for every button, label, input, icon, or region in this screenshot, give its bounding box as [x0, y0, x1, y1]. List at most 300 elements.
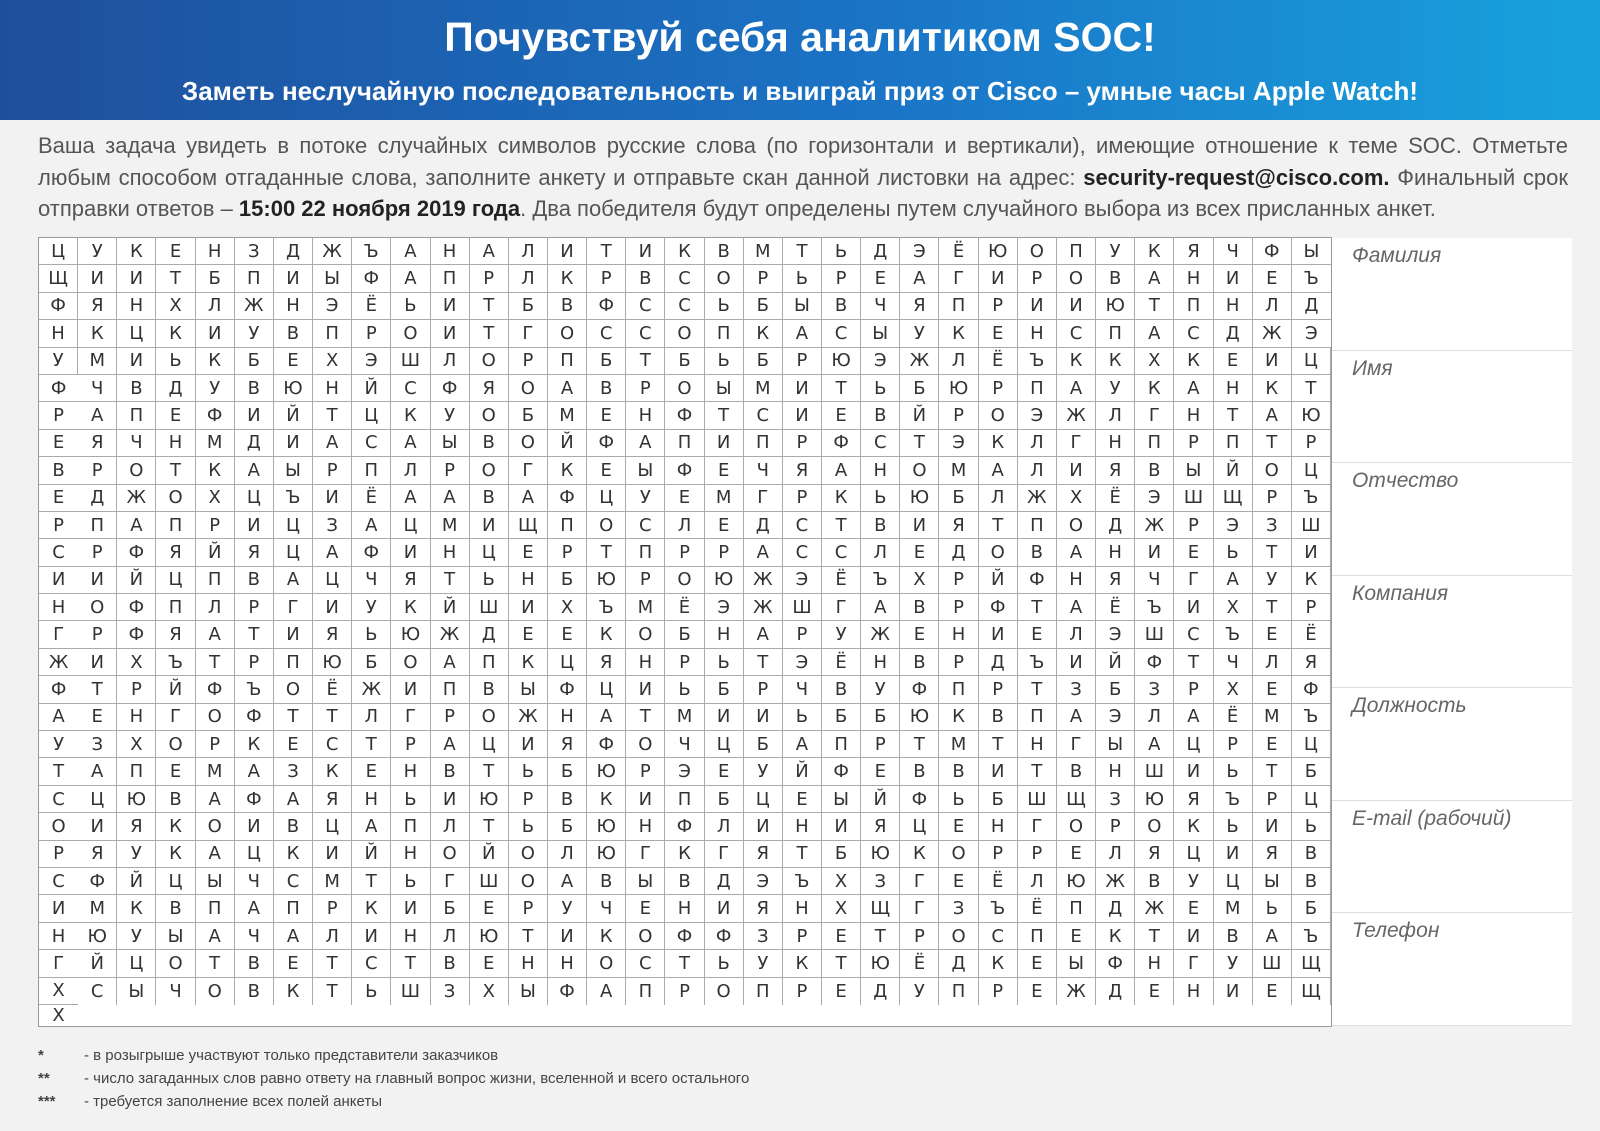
grid-cell[interactable]: Ъ — [1292, 704, 1331, 731]
grid-cell[interactable]: А — [1057, 704, 1096, 731]
grid-cell[interactable]: У — [1096, 375, 1135, 402]
grid-cell[interactable]: Ф — [587, 293, 626, 320]
grid-cell[interactable]: Ф — [900, 676, 939, 703]
grid-cell[interactable]: С — [1174, 621, 1213, 648]
grid-cell[interactable]: Ю — [78, 923, 117, 950]
grid-cell[interactable]: Л — [939, 348, 978, 375]
grid-cell[interactable]: Ъ — [979, 895, 1018, 922]
grid-cell[interactable]: Е — [822, 923, 861, 950]
grid-cell[interactable]: К — [665, 238, 704, 265]
grid-cell[interactable]: Р — [431, 704, 470, 731]
grid-cell[interactable]: А — [352, 813, 391, 840]
grid-cell[interactable]: Ы — [822, 786, 861, 813]
grid-cell[interactable]: В — [1135, 457, 1174, 484]
grid-cell[interactable]: Щ — [1214, 485, 1253, 512]
grid-cell[interactable]: Й — [783, 758, 822, 785]
grid-cell[interactable]: В — [1096, 265, 1135, 292]
grid-cell[interactable]: Ж — [1135, 512, 1174, 539]
grid-cell[interactable]: И — [626, 676, 665, 703]
grid-cell[interactable]: Ц — [352, 402, 391, 429]
grid-cell[interactable]: Л — [431, 348, 470, 375]
grid-cell[interactable]: Б — [705, 676, 744, 703]
grid-cell[interactable]: С — [822, 539, 861, 566]
grid-cell[interactable]: Е — [1253, 621, 1292, 648]
grid-cell[interactable]: Й — [431, 594, 470, 621]
grid-cell[interactable]: М — [939, 457, 978, 484]
grid-cell[interactable]: Е — [979, 320, 1018, 347]
grid-cell[interactable]: Я — [1253, 841, 1292, 868]
grid-cell[interactable]: Ч — [1214, 649, 1253, 676]
grid-cell[interactable]: Ъ — [274, 485, 313, 512]
grid-cell[interactable]: Ж — [1135, 895, 1174, 922]
grid-cell[interactable]: И — [1018, 293, 1057, 320]
grid-cell[interactable]: С — [1174, 320, 1213, 347]
grid-cell[interactable]: Р — [509, 348, 548, 375]
grid-cell[interactable]: Н — [626, 813, 665, 840]
grid-cell[interactable]: Е — [1214, 348, 1253, 375]
grid-cell[interactable]: И — [1057, 649, 1096, 676]
grid-cell[interactable]: К — [196, 457, 235, 484]
grid-cell[interactable]: Х — [1214, 594, 1253, 621]
grid-cell[interactable]: Т — [744, 649, 783, 676]
grid-cell[interactable]: Л — [1135, 704, 1174, 731]
grid-cell[interactable]: В — [117, 375, 156, 402]
grid-cell[interactable]: В — [548, 786, 587, 813]
grid-cell[interactable]: Т — [822, 512, 861, 539]
grid-cell[interactable]: К — [939, 320, 978, 347]
grid-cell[interactable]: А — [1135, 265, 1174, 292]
grid-cell[interactable]: Й — [548, 430, 587, 457]
grid-cell[interactable]: Р — [313, 895, 352, 922]
grid-cell[interactable]: Ж — [509, 704, 548, 731]
grid-cell[interactable]: Т — [900, 430, 939, 457]
grid-cell[interactable]: У — [626, 485, 665, 512]
grid-cell[interactable]: О — [1253, 457, 1292, 484]
grid-cell[interactable]: К — [548, 265, 587, 292]
grid-cell[interactable]: Я — [1096, 457, 1135, 484]
grid-cell[interactable]: А — [274, 567, 313, 594]
grid-cell[interactable]: Т — [1253, 430, 1292, 457]
grid-cell[interactable]: Е — [587, 402, 626, 429]
grid-cell[interactable]: М — [313, 868, 352, 895]
grid-cell[interactable]: О — [156, 485, 195, 512]
grid-cell[interactable]: О — [274, 676, 313, 703]
grid-cell[interactable]: Р — [744, 265, 783, 292]
grid-cell[interactable]: Ъ — [1135, 594, 1174, 621]
grid-cell[interactable]: Р — [431, 457, 470, 484]
grid-cell[interactable]: Н — [431, 539, 470, 566]
grid-cell[interactable]: Э — [1292, 320, 1331, 347]
grid-cell[interactable]: К — [391, 402, 430, 429]
grid-cell[interactable]: И — [391, 676, 430, 703]
grid-cell[interactable]: Я — [900, 293, 939, 320]
grid-cell[interactable]: Л — [1018, 868, 1057, 895]
grid-cell[interactable]: В — [470, 430, 509, 457]
grid-cell[interactable]: Е — [352, 758, 391, 785]
grid-cell[interactable]: П — [431, 265, 470, 292]
grid-cell[interactable]: И — [1174, 594, 1213, 621]
grid-cell[interactable]: Ь — [509, 813, 548, 840]
grid-cell[interactable]: У — [39, 731, 78, 758]
grid-cell[interactable]: Т — [313, 950, 352, 977]
grid-cell[interactable]: Й — [352, 841, 391, 868]
grid-cell[interactable]: И — [78, 813, 117, 840]
grid-cell[interactable]: Ч — [587, 895, 626, 922]
grid-cell[interactable]: Л — [1018, 457, 1057, 484]
grid-cell[interactable]: К — [156, 320, 195, 347]
grid-cell[interactable]: К — [979, 430, 1018, 457]
grid-cell[interactable]: Ю — [705, 567, 744, 594]
grid-cell[interactable]: Р — [78, 621, 117, 648]
grid-cell[interactable]: Д — [1096, 512, 1135, 539]
grid-cell[interactable]: Ы — [117, 978, 156, 1005]
grid-cell[interactable]: А — [587, 978, 626, 1005]
grid-cell[interactable]: Д — [1096, 895, 1135, 922]
grid-cell[interactable]: А — [900, 265, 939, 292]
grid-cell[interactable]: В — [705, 238, 744, 265]
grid-cell[interactable]: М — [665, 704, 704, 731]
grid-cell[interactable]: Ф — [548, 978, 587, 1005]
grid-cell[interactable]: Ю — [861, 950, 900, 977]
grid-cell[interactable]: Ш — [470, 868, 509, 895]
grid-cell[interactable]: И — [548, 923, 587, 950]
grid-cell[interactable]: Х — [52, 1004, 65, 1026]
grid-cell[interactable]: Б — [979, 786, 1018, 813]
grid-cell[interactable]: К — [979, 950, 1018, 977]
grid-cell[interactable]: Ц — [313, 813, 352, 840]
grid-cell[interactable]: Й — [1214, 457, 1253, 484]
grid-cell[interactable]: Т — [665, 950, 704, 977]
grid-cell[interactable]: Ъ — [783, 868, 822, 895]
grid-cell[interactable]: И — [744, 704, 783, 731]
grid-cell[interactable]: Х — [900, 567, 939, 594]
grid-cell[interactable]: Ц — [156, 567, 195, 594]
grid-cell[interactable]: Ё — [352, 293, 391, 320]
grid-cell[interactable]: Д — [1214, 320, 1253, 347]
grid-cell[interactable]: Ф — [665, 457, 704, 484]
grid-cell[interactable]: Ц — [470, 539, 509, 566]
grid-cell[interactable]: Ч — [665, 731, 704, 758]
grid-cell[interactable]: Т — [1292, 375, 1331, 402]
grid-cell[interactable]: Ы — [274, 457, 313, 484]
grid-cell[interactable]: Ф — [587, 731, 626, 758]
grid-cell[interactable]: П — [548, 348, 587, 375]
grid-cell[interactable]: Т — [235, 621, 274, 648]
grid-cell[interactable]: Т — [822, 375, 861, 402]
grid-cell[interactable]: А — [861, 594, 900, 621]
grid-cell[interactable]: Р — [783, 348, 822, 375]
grid-cell[interactable]: С — [313, 731, 352, 758]
grid-cell[interactable]: Й — [861, 786, 900, 813]
grid-cell[interactable]: У — [431, 402, 470, 429]
grid-cell[interactable]: С — [665, 265, 704, 292]
grid-cell[interactable]: Ч — [1135, 567, 1174, 594]
grid-cell[interactable]: Ю — [900, 704, 939, 731]
grid-cell[interactable]: Р — [626, 375, 665, 402]
grid-cell[interactable]: Ф — [39, 375, 78, 402]
grid-cell[interactable]: Н — [1174, 402, 1213, 429]
grid-cell[interactable]: Д — [156, 375, 195, 402]
grid-cell[interactable]: И — [39, 895, 78, 922]
grid-cell[interactable]: Ъ — [352, 238, 391, 265]
grid-cell[interactable]: К — [900, 841, 939, 868]
grid-cell[interactable]: К — [1253, 375, 1292, 402]
grid-cell[interactable]: Т — [431, 567, 470, 594]
grid-cell[interactable]: Р — [1018, 841, 1057, 868]
grid-cell[interactable]: С — [352, 950, 391, 977]
grid-cell[interactable]: У — [117, 841, 156, 868]
grid-cell[interactable]: Н — [509, 950, 548, 977]
grid-cell[interactable]: И — [117, 265, 156, 292]
grid-cell[interactable]: П — [313, 320, 352, 347]
grid-cell[interactable]: У — [352, 594, 391, 621]
form-field[interactable] — [1332, 913, 1572, 1026]
grid-cell[interactable]: Ь — [1214, 758, 1253, 785]
grid-cell[interactable]: Р — [939, 649, 978, 676]
grid-cell[interactable]: Н — [431, 238, 470, 265]
grid-cell[interactable]: Ч — [744, 457, 783, 484]
grid-cell[interactable]: З — [1135, 676, 1174, 703]
grid-cell[interactable]: Б — [939, 485, 978, 512]
grid-cell[interactable]: А — [1214, 567, 1253, 594]
grid-cell[interactable]: О — [156, 950, 195, 977]
grid-cell[interactable]: Е — [470, 895, 509, 922]
grid-cell[interactable]: Ь — [509, 758, 548, 785]
grid-cell[interactable]: Ф — [117, 594, 156, 621]
grid-cell[interactable]: Л — [431, 923, 470, 950]
grid-cell[interactable]: Ш — [391, 348, 430, 375]
grid-cell[interactable]: Т — [313, 402, 352, 429]
grid-cell[interactable]: К — [1292, 567, 1331, 594]
grid-cell[interactable]: Л — [1253, 293, 1292, 320]
grid-cell[interactable]: И — [196, 320, 235, 347]
grid-cell[interactable]: В — [822, 676, 861, 703]
grid-cell[interactable]: Ъ — [1292, 265, 1331, 292]
grid-cell[interactable]: С — [665, 293, 704, 320]
grid-cell[interactable]: А — [626, 430, 665, 457]
grid-cell[interactable]: Ю — [1057, 868, 1096, 895]
grid-cell[interactable]: Х — [156, 293, 195, 320]
grid-cell[interactable]: Я — [78, 430, 117, 457]
grid-cell[interactable]: Т — [470, 320, 509, 347]
grid-cell[interactable]: Н — [117, 704, 156, 731]
grid-cell[interactable]: Е — [1018, 978, 1057, 1005]
grid-cell[interactable]: Н — [391, 841, 430, 868]
grid-cell[interactable]: Щ — [1057, 786, 1096, 813]
grid-cell[interactable]: Э — [1096, 704, 1135, 731]
grid-cell[interactable]: Ф — [235, 704, 274, 731]
grid-cell[interactable]: И — [1292, 539, 1331, 566]
grid-cell[interactable]: Т — [1214, 402, 1253, 429]
grid-cell[interactable]: Б — [587, 348, 626, 375]
grid-cell[interactable]: К — [1174, 348, 1213, 375]
grid-cell[interactable]: О — [548, 320, 587, 347]
grid-cell[interactable]: Б — [431, 895, 470, 922]
grid-cell[interactable]: Ъ — [1214, 621, 1253, 648]
grid-cell[interactable]: Р — [744, 676, 783, 703]
grid-cell[interactable]: Т — [1135, 293, 1174, 320]
grid-cell[interactable]: Ж — [861, 621, 900, 648]
grid-cell[interactable]: Е — [705, 512, 744, 539]
grid-cell[interactable]: В — [861, 512, 900, 539]
grid-cell[interactable]: П — [391, 813, 430, 840]
grid-cell[interactable]: К — [822, 485, 861, 512]
grid-cell[interactable]: Е — [665, 485, 704, 512]
grid-cell[interactable]: Э — [1214, 512, 1253, 539]
grid-cell[interactable]: Ф — [548, 676, 587, 703]
grid-cell[interactable]: Р — [196, 731, 235, 758]
grid-cell[interactable]: В — [548, 293, 587, 320]
grid-cell[interactable]: В — [1135, 868, 1174, 895]
grid-cell[interactable]: Ж — [744, 594, 783, 621]
grid-cell[interactable]: И — [235, 813, 274, 840]
grid-cell[interactable]: Ф — [352, 265, 391, 292]
grid-cell[interactable]: П — [1096, 320, 1135, 347]
grid-cell[interactable]: И — [431, 786, 470, 813]
grid-cell[interactable]: Ч — [1214, 238, 1253, 265]
grid-cell[interactable]: П — [117, 402, 156, 429]
grid-cell[interactable]: И — [313, 594, 352, 621]
grid-cell[interactable]: С — [587, 320, 626, 347]
grid-cell[interactable]: Э — [1096, 621, 1135, 648]
grid-cell[interactable]: У — [1096, 238, 1135, 265]
grid-cell[interactable]: Х — [822, 895, 861, 922]
grid-cell[interactable]: Н — [626, 402, 665, 429]
grid-cell[interactable]: П — [705, 320, 744, 347]
grid-cell[interactable]: Н — [861, 649, 900, 676]
grid-cell[interactable]: О — [1135, 813, 1174, 840]
grid-cell[interactable]: Т — [274, 704, 313, 731]
grid-cell[interactable]: М — [626, 594, 665, 621]
grid-cell[interactable]: Э — [939, 430, 978, 457]
grid-cell[interactable]: И — [274, 430, 313, 457]
grid-cell[interactable]: И — [1214, 841, 1253, 868]
grid-cell[interactable]: Л — [861, 539, 900, 566]
grid-cell[interactable]: К — [509, 649, 548, 676]
grid-cell[interactable]: Д — [470, 621, 509, 648]
grid-cell[interactable]: Б — [744, 348, 783, 375]
grid-cell[interactable]: Р — [313, 457, 352, 484]
grid-cell[interactable]: Д — [78, 485, 117, 512]
grid-cell[interactable]: Т — [1135, 923, 1174, 950]
grid-cell[interactable]: Й — [156, 676, 195, 703]
grid-cell[interactable]: Г — [39, 621, 78, 648]
grid-cell[interactable]: О — [587, 512, 626, 539]
grid-cell[interactable]: Е — [509, 539, 548, 566]
grid-cell[interactable]: Й — [470, 841, 509, 868]
grid-cell[interactable]: Ы — [1253, 868, 1292, 895]
grid-cell[interactable]: С — [39, 539, 78, 566]
grid-cell[interactable]: Л — [705, 813, 744, 840]
grid-cell[interactable]: А — [979, 457, 1018, 484]
grid-cell[interactable]: Ж — [1057, 978, 1096, 1005]
grid-cell[interactable]: Ю — [822, 348, 861, 375]
grid-cell[interactable]: Н — [939, 621, 978, 648]
grid-cell[interactable]: Я — [1135, 841, 1174, 868]
grid-cell[interactable]: О — [39, 813, 78, 840]
grid-cell[interactable]: В — [39, 457, 78, 484]
grid-cell[interactable]: В — [626, 265, 665, 292]
grid-cell[interactable]: А — [391, 485, 430, 512]
grid-cell[interactable]: Ю — [979, 238, 1018, 265]
grid-cell[interactable]: Ж — [744, 567, 783, 594]
grid-cell[interactable]: Ъ — [861, 567, 900, 594]
grid-cell[interactable]: П — [1018, 375, 1057, 402]
grid-cell[interactable]: З — [313, 512, 352, 539]
grid-cell[interactable]: Р — [979, 375, 1018, 402]
grid-cell[interactable]: Ф — [822, 758, 861, 785]
grid-cell[interactable]: Т — [1253, 594, 1292, 621]
grid-cell[interactable]: И — [274, 265, 313, 292]
grid-cell[interactable]: Р — [196, 512, 235, 539]
grid-cell[interactable]: С — [783, 539, 822, 566]
grid-cell[interactable]: Р — [509, 786, 548, 813]
grid-cell[interactable]: К — [1096, 923, 1135, 950]
grid-cell[interactable]: Я — [939, 512, 978, 539]
grid-cell[interactable]: Д — [939, 539, 978, 566]
grid-cell[interactable]: С — [391, 375, 430, 402]
grid-cell[interactable]: Н — [665, 895, 704, 922]
grid-cell[interactable]: Ё — [665, 594, 704, 621]
grid-cell[interactable]: Ю — [1292, 402, 1331, 429]
grid-cell[interactable]: Б — [705, 786, 744, 813]
grid-cell[interactable]: Б — [548, 567, 587, 594]
grid-cell[interactable]: З — [939, 895, 978, 922]
grid-cell[interactable]: В — [979, 704, 1018, 731]
grid-cell[interactable]: Е — [509, 621, 548, 648]
grid-cell[interactable]: Ё — [1096, 594, 1135, 621]
grid-cell[interactable]: Ф — [39, 293, 78, 320]
grid-cell[interactable]: Б — [548, 813, 587, 840]
grid-cell[interactable]: Ъ — [1292, 923, 1331, 950]
grid-cell[interactable]: П — [274, 895, 313, 922]
grid-cell[interactable]: П — [665, 430, 704, 457]
grid-cell[interactable]: Й — [117, 868, 156, 895]
grid-cell[interactable]: Р — [1174, 430, 1213, 457]
grid-cell[interactable]: Р — [783, 923, 822, 950]
grid-cell[interactable]: Т — [705, 402, 744, 429]
grid-cell[interactable]: А — [274, 786, 313, 813]
grid-cell[interactable]: Н — [1096, 430, 1135, 457]
grid-cell[interactable]: Н — [391, 758, 430, 785]
grid-cell[interactable]: Г — [1174, 950, 1213, 977]
grid-cell[interactable]: Д — [744, 512, 783, 539]
grid-cell[interactable]: Н — [196, 238, 235, 265]
grid-cell[interactable]: Ъ — [1292, 485, 1331, 512]
grid-cell[interactable]: Ш — [1292, 512, 1331, 539]
grid-cell[interactable]: В — [235, 375, 274, 402]
grid-cell[interactable]: Ф — [705, 923, 744, 950]
grid-cell[interactable]: С — [39, 868, 78, 895]
grid-cell[interactable]: О — [391, 649, 430, 676]
grid-cell[interactable]: Г — [900, 895, 939, 922]
grid-cell[interactable]: Ц — [313, 567, 352, 594]
grid-cell[interactable]: О — [196, 813, 235, 840]
grid-cell[interactable]: З — [744, 923, 783, 950]
grid-cell[interactable]: Ц — [1292, 348, 1331, 375]
grid-cell[interactable]: П — [939, 978, 978, 1005]
grid-cell[interactable]: У — [78, 238, 117, 265]
grid-cell[interactable]: Е — [274, 731, 313, 758]
grid-cell[interactable]: Е — [1057, 841, 1096, 868]
grid-cell[interactable]: Н — [548, 950, 587, 977]
grid-cell[interactable]: У — [235, 320, 274, 347]
grid-cell[interactable]: П — [196, 895, 235, 922]
grid-cell[interactable]: Ё — [979, 868, 1018, 895]
grid-cell[interactable]: Ю — [313, 649, 352, 676]
grid-cell[interactable]: Л — [313, 923, 352, 950]
grid-cell[interactable]: Р — [939, 594, 978, 621]
